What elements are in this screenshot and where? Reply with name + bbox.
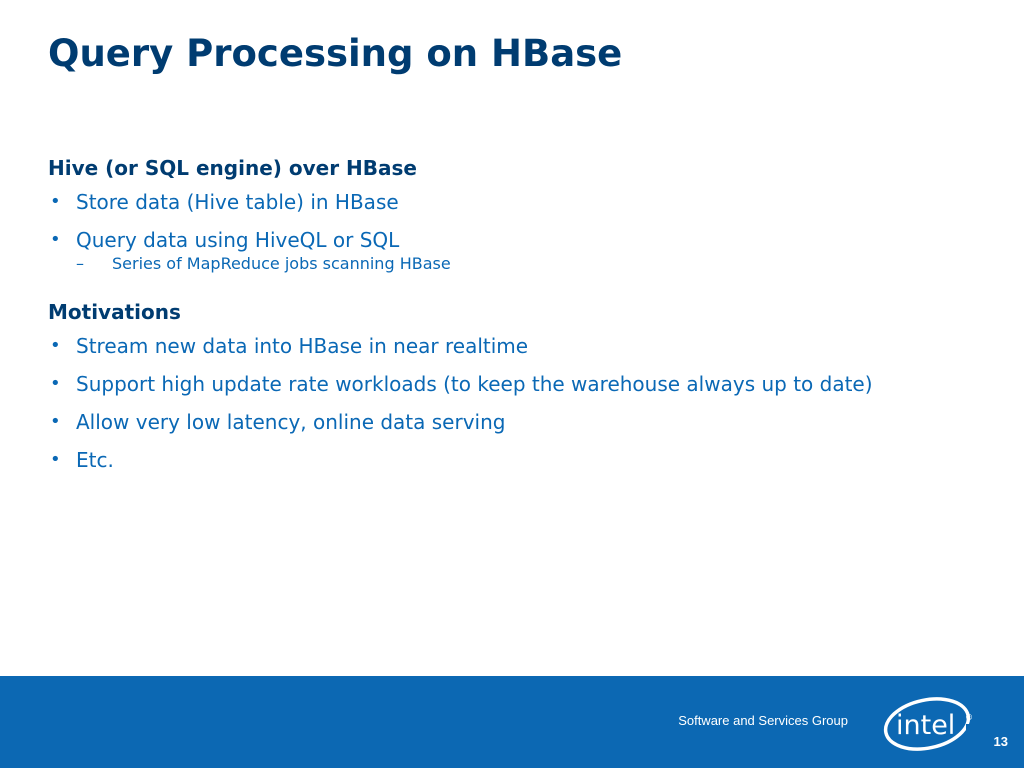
sub-bullet-text: Series of MapReduce jobs scanning HBase [112,254,451,273]
dash-icon: – [76,254,84,273]
bullet-icon: • [50,449,61,470]
bullet-icon: • [50,411,61,432]
bullet-item [48,327,1008,365]
svg-text:®: ® [965,713,973,722]
bullet-text: Support high update rate workloads (to keep the warehouse always up to date) [76,372,873,396]
bullet-item [48,403,1008,441]
sub-bullet-item [48,253,1008,275]
footer-group-name: Software and Services Group [678,713,848,728]
slide-title: Query Processing on HBase [48,32,623,75]
bullet-text: Query data using HiveQL or SQL [76,228,400,252]
bullet-item [48,365,1008,403]
page-number: 13 [993,734,1008,749]
bullet-item [48,183,1008,221]
bullet-text: Allow very low latency, online data serving [76,410,506,434]
intel-logo-icon [880,690,978,754]
bullet-icon: • [50,373,61,394]
bullet-item [48,441,1008,479]
intel-logo-text: intel [896,710,956,741]
slide-content [48,153,1008,479]
footer-bar [0,676,1024,768]
bullet-text: Stream new data into HBase in near realtime [76,334,529,358]
bullet-icon: • [50,335,61,356]
section-heading-hive: Hive (or SQL engine) over HBase [48,156,417,180]
section-heading-motivations: Motivations [48,300,181,324]
bullet-text: Etc. [76,448,114,472]
bullet-icon: • [50,191,61,212]
bullet-text: Store data (Hive table) in HBase [76,190,399,214]
bullet-icon: • [50,229,61,250]
